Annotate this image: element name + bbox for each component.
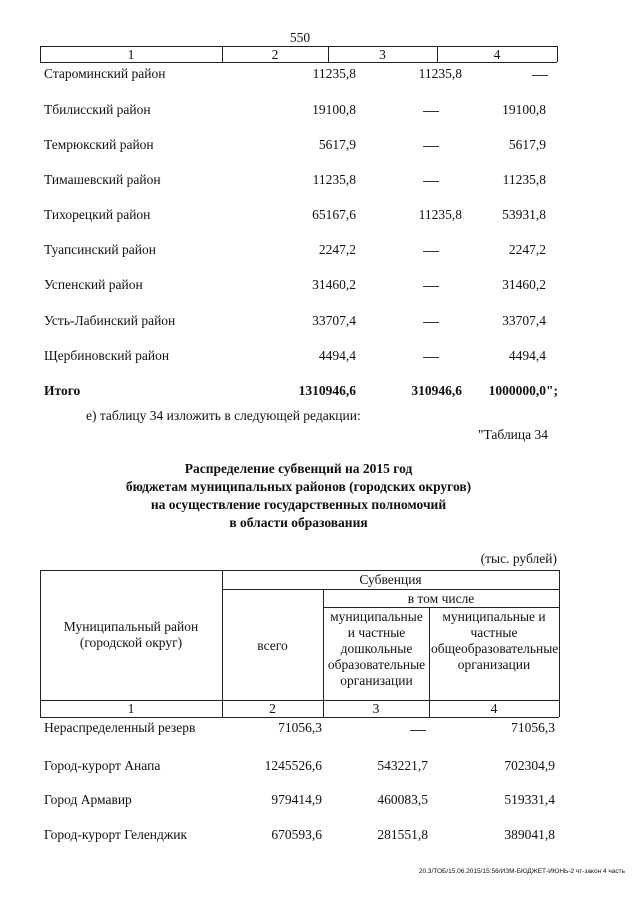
title-line: в области образования xyxy=(229,515,368,530)
row-value-col4: 2247,2 xyxy=(508,242,546,257)
instruction-text: е) таблицу 34 изложить в следующей редакции: xyxy=(86,408,361,423)
table1-header-col1: 1 xyxy=(127,47,135,62)
row-value-total: 4494,4 xyxy=(318,348,356,363)
row-value-col4: 71056,3 xyxy=(511,720,555,735)
row-value-col4: 4494,4 xyxy=(508,348,546,363)
units-label: (тыс. рублей) xyxy=(480,551,557,566)
row-name: Тимашевский район xyxy=(44,172,161,187)
row-value-col4: 389041,8 xyxy=(504,827,555,842)
row-value-col4: 702304,9 xyxy=(504,758,555,773)
row-value-total: 31460,2 xyxy=(312,277,356,292)
row-name: Тбилисский район xyxy=(44,102,151,117)
row-value-col3: 543221,7 xyxy=(377,758,428,773)
total-value: 1310946,6 xyxy=(298,383,356,398)
row-name: Город-курорт Анапа xyxy=(44,758,161,773)
header-including: в том числе xyxy=(407,591,475,606)
row-value-col4: 33707,4 xyxy=(502,313,546,328)
row-name: Туапсинский район xyxy=(44,242,156,257)
header-municipal-district: Муниципальный район (городской округ) xyxy=(63,619,199,650)
row-value-col4: 31460,2 xyxy=(502,277,546,292)
row-name: Усть-Лабинский район xyxy=(44,313,176,328)
row-value-total: 19100,8 xyxy=(312,102,356,117)
total-col4: 1000000,0"; xyxy=(488,383,558,398)
row-name: Город Армавир xyxy=(44,792,132,807)
row-name: Щербиновский район xyxy=(44,348,170,363)
row-value-col4: 53931,8 xyxy=(502,207,546,222)
row-value-total: 979414,9 xyxy=(271,792,322,807)
row-name: Успенский район xyxy=(44,277,143,292)
title-line: бюджетам муниципальных районов (городских округов) xyxy=(125,479,472,494)
header-general-education: муниципальные и частные общеобразовательные организации xyxy=(431,609,559,672)
colnum-4: 4 xyxy=(490,701,498,716)
row-value-total: 65167,6 xyxy=(312,207,356,222)
total-col3: 310946,6 xyxy=(411,383,462,398)
table-label: "Таблица 34 xyxy=(478,427,548,442)
row-value-col4: 19100,8 xyxy=(502,102,546,117)
row-value-total: 1245526,6 xyxy=(264,758,322,773)
row-name: Темрюкский район xyxy=(44,137,154,152)
table1-header-col2: 2 xyxy=(271,47,279,62)
row-name: Нераспределенный резерв xyxy=(44,720,196,735)
row-value-total: 5617,9 xyxy=(318,137,356,152)
table1-header-col3: 3 xyxy=(379,47,386,62)
row-value-col4: 519331,4 xyxy=(504,792,555,807)
colnum-1: 1 xyxy=(127,701,135,716)
row-value-col3: 11235,8 xyxy=(418,66,462,81)
row-value-col4: 11235,8 xyxy=(502,172,546,187)
header-subvention: Субвенция xyxy=(359,572,422,587)
title-line: на осуществление государственных полномочий xyxy=(150,497,447,512)
colnum-3: 3 xyxy=(372,701,380,716)
row-value-col3: 11235,8 xyxy=(418,207,462,222)
header-preschool: муниципальные и частные дошкольные образовательные организации xyxy=(327,609,426,688)
title-line: Распределение субвенций на 2015 год xyxy=(184,461,413,476)
row-name: Город-курорт Геленджик xyxy=(44,827,188,842)
table1-header-col4: 4 xyxy=(493,47,501,62)
row-value-col3: 460083,5 xyxy=(377,792,428,807)
row-name: Тихорецкий район xyxy=(44,207,151,222)
row-value-total: 11235,8 xyxy=(312,172,356,187)
row-value-total: 670593,6 xyxy=(271,827,322,842)
footer-file-path: 20.3/ТОБ/15.06.2015/15:56/ИЗМ-БЮДЖЕТ-ИЮНЬ-2 чт-закон 4 часть xyxy=(418,868,625,875)
row-value-total: 2247,2 xyxy=(318,242,356,257)
dash-mark xyxy=(532,75,548,76)
row-value-total: 71056,3 xyxy=(278,720,322,735)
colnum-2: 2 xyxy=(269,701,276,716)
row-value-total: 33707,4 xyxy=(312,313,356,328)
row-value-total: 11235,8 xyxy=(312,66,356,81)
row-value-col4: 5617,9 xyxy=(508,137,546,152)
header-total: всего xyxy=(257,638,288,653)
page-number: 550 xyxy=(289,30,311,45)
total-label: Итого xyxy=(44,383,81,398)
row-name: Староминский район xyxy=(44,66,166,81)
row-value-col3: 281551,8 xyxy=(377,827,428,842)
